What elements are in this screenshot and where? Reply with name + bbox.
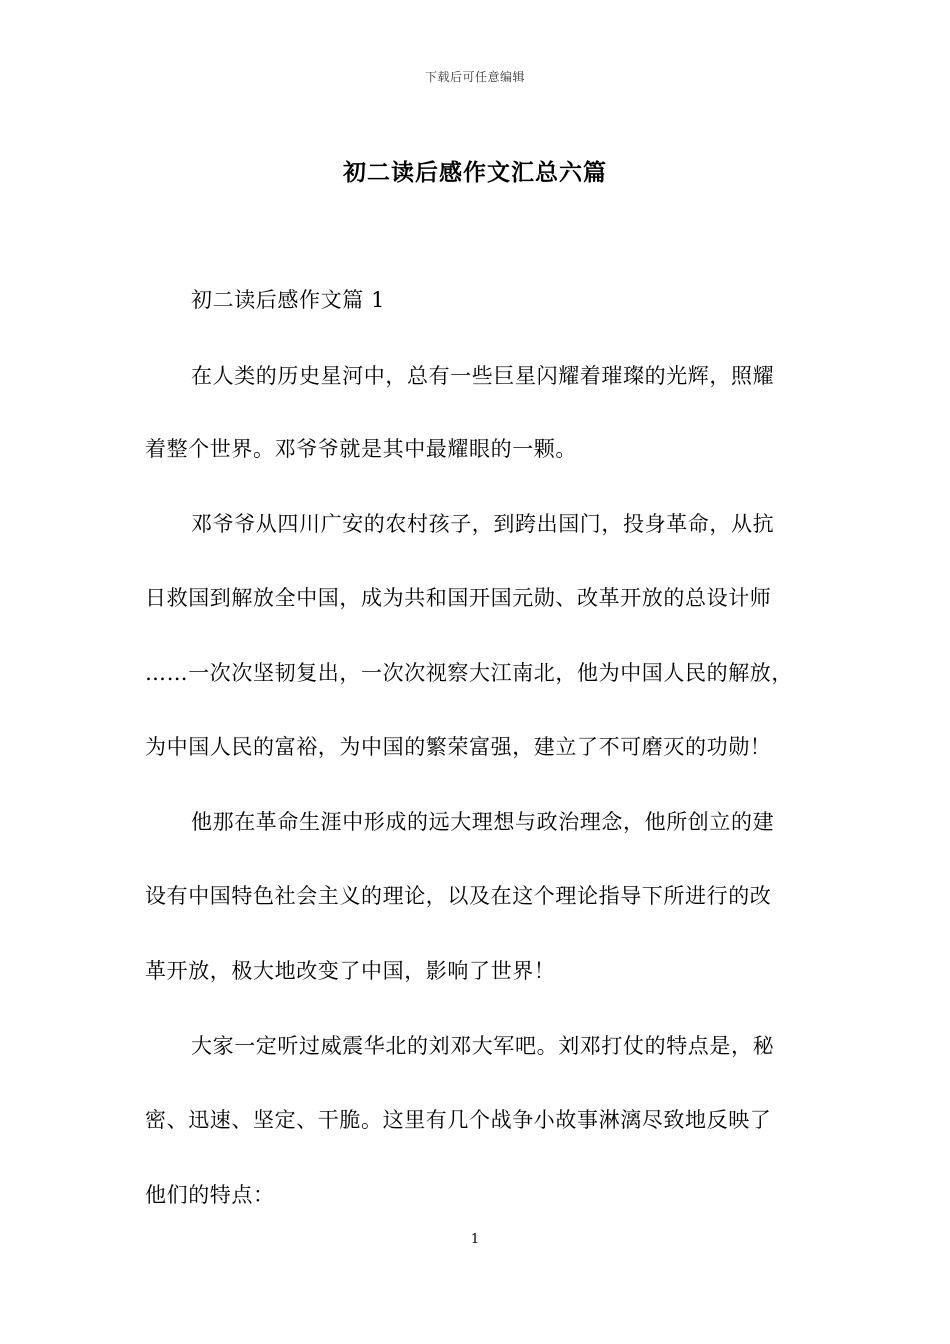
paragraph-line: 密、迅速、坚定、干脆。这里有几个战争小故事淋漓尽致地反映了	[145, 1108, 772, 1132]
paragraph-line: 为中国人民的富裕，为中国的繁荣富强，建立了不可磨灭的功勋！	[145, 735, 772, 759]
paragraph-line: 着整个世界。邓爷爷就是其中最耀眼的一颗。	[145, 437, 577, 461]
document-title: 初二读后感作文汇总六篇	[343, 159, 607, 186]
paragraph-line: 设有中国特色社会主义的理论，以及在这个理论指导下所进行的改	[145, 884, 772, 908]
paragraph-line: 他们的特点：	[145, 1183, 275, 1207]
paragraph-line: 革开放，极大地改变了中国，影响了世界！	[145, 959, 556, 983]
page-number: 1	[470, 1232, 480, 1247]
paragraph-line: 邓爷爷从四川广安的农村孩子，到跨出国门，投身革命，从抗	[191, 512, 775, 536]
paragraph-line: 在人类的历史星河中，总有一些巨星闪耀着璀璨的光辉，照耀	[191, 364, 775, 388]
paragraph-line: 日救国到解放全中国，成为共和国开国元勋、改革开放的总设计师	[145, 586, 772, 610]
section-heading: 初二读后感作文篇 1	[191, 288, 386, 312]
paragraph-line: 大家一定听过威震华北的刘邓大军吧。刘邓打仗的特点是，秘	[191, 1034, 775, 1058]
paragraph-line: ……一次次坚韧复出，一次次视察大江南北，他为中国人民的解放，	[145, 661, 793, 685]
header-note: 下载后可任意编辑	[424, 70, 525, 84]
paragraph-line: 他那在革命生涯中形成的远大理想与政治理念，他所创立的建	[191, 810, 775, 834]
